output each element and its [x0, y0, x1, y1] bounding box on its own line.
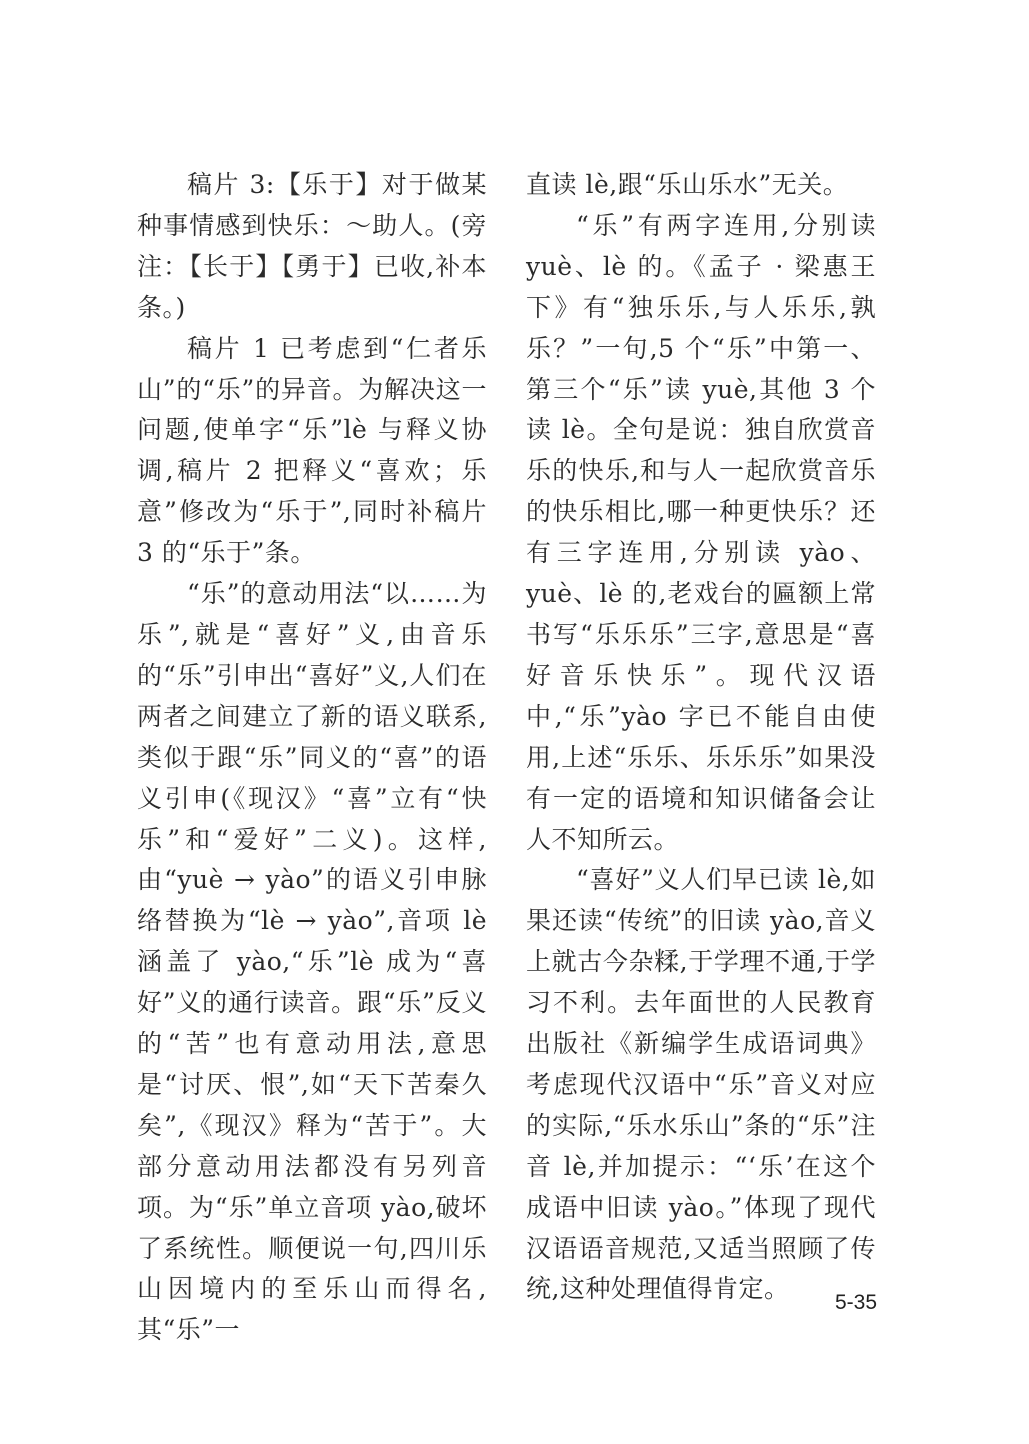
paragraph-draft-card-1: 稿片 1 已考虑到“仁者乐山”的“乐”的异音。为解决这一问题,使单字“乐”lè 与释义协调,稿片 2 把释义“喜欢；乐意”修改为“乐于”,同时补稿片 3 的“乐于”条。	[137, 333, 487, 568]
page-number: 5-35	[834, 1291, 877, 1314]
paragraph-continuation: 直读 lè,跟“乐山乐水”无关。	[526, 170, 849, 199]
right-text-column	[526, 165, 876, 1310]
paragraph-liking-meaning: “喜好”义人们早已读 lè,如果还读“传统”的旧读 yào,音义上就古今杂糅,于学理不通,于学习不利。去年面世的人民教育出版社《新编学生成语词典》考虑现代汉语中“乐”音义对应的实际,“乐水乐山”条的“乐”注音 lè,并加提示：“‘乐’在这个成语中旧读 yào。”体现了现代汉语语音规范,又适当照顾了传统,这种处理值得肯定。	[526, 865, 876, 1304]
paragraph-causative-usage: “乐”的意动用法“以……为乐”,就是“喜好”义,由音乐的“乐”引申出“喜好”义,人们在两者之间建立了新的语义联系,类似于跟“乐”同义的“喜”的语义引申(《现汉》“喜”立有“快乐”和“爱好”二义)。这样,由“yuè → yào”的语义引申脉络替换为“lè → yào”,音项 lè 涵盖了 yào,“乐”lè 成为“喜好”义的通行读音。跟“乐”反义的“苦”也有意动用法,意思是“讨厌、恨”,如“天下苦秦久矣”,《现汉》释为“苦于”。大部分意动用法都没有另列音项。为“乐”单立音项 yào,破坏了系统性。顺便说一句,四川乐山因境内的至乐山而得名,其“乐”一	[137, 579, 487, 1345]
paragraph-two-character-usage: “乐”有两字连用,分别读 yuè、lè 的。《孟子 · 梁惠王下》有“独乐乐,与人乐乐,孰乐？”一句,5 个“乐”中第一、第三个“乐”读 yuè,其他 3 个读 lè。全句是说：独自欣赏音乐的快乐,和与人一起欣赏音乐的快乐相比,哪一种更快乐？还有三字连用,分别读 yào、yuè、lè 的,老戏台的匾额上常书写“乐乐乐”三字,意思是“喜好音乐快乐”。现代汉语中,“乐”yào 字已不能自由使用,上述“乐乐、乐乐乐”如果没有一定的语境和知识储备会让人不知所云。	[526, 210, 876, 854]
paragraph-draft-card-3: 稿片 3:【乐于】对于做某种事情感到快乐：～助人。(旁注：【长于】【勇于】已收,补本条。)	[137, 170, 487, 322]
left-text-column	[137, 165, 487, 1351]
